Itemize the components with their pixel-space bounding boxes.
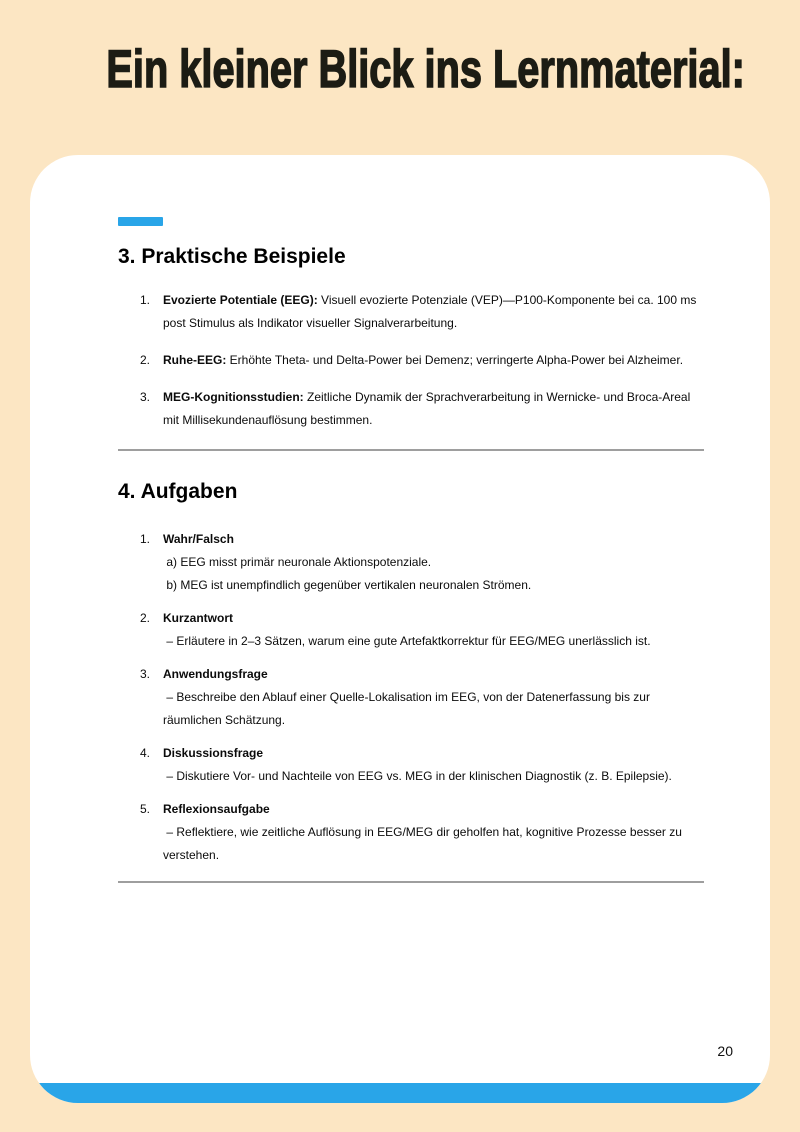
list-item [118, 349, 704, 372]
section-heading: 4. Aufgaben [118, 480, 238, 503]
list-item-number: 2. [140, 611, 151, 625]
list-item-number: 3. [140, 390, 151, 404]
section-aufgaben [118, 479, 704, 867]
list-item [118, 798, 704, 867]
section-heading: 3. Praktische Beispiele [118, 245, 346, 268]
list-item-body: Ruhe-EEG: Erhöhte Theta- und Delta-Power bei Demenz; verringerte Alpha-Power bei Alzheimer. [163, 353, 684, 367]
document-card-content [30, 155, 770, 883]
list-item [118, 528, 704, 597]
section-divider [118, 881, 704, 883]
section-praktische-beispiele [118, 244, 704, 432]
list-item-line: – Diskutiere Vor- und Nachteile von EEG vs. MEG in der klinischen Diagnostik (z. B. Epilepsie). [163, 769, 672, 783]
list-item-label: Diskussionsfrage [163, 746, 264, 760]
list-item [118, 386, 704, 432]
list-item-number: 4. [140, 746, 151, 760]
list-item [118, 289, 704, 335]
list-item-body [163, 798, 704, 867]
list-item-line: a) EEG misst primär neuronale Aktionspotenziale. [163, 555, 432, 569]
list-item [118, 663, 704, 732]
list-item-body [163, 528, 704, 597]
list-item-number: 1. [140, 293, 151, 307]
page-title-text: Ein kleiner Blick ins Lernmaterial: [106, 40, 745, 99]
list-item-body [163, 663, 704, 732]
numbered-list [118, 289, 704, 432]
list-item-label: Reflexionsaufgabe [163, 802, 270, 816]
list-item-number: 1. [140, 532, 151, 546]
numbered-list [118, 528, 704, 867]
list-item [118, 607, 704, 653]
list-item-line: – Beschreibe den Ablauf einer Quelle-Lokalisation im EEG, von der Datenerfassung bis zur räumlichen Schätzung. [163, 690, 654, 727]
list-item-label: Anwendungsfrage [163, 667, 268, 681]
list-item-body: MEG-Kognitionsstudien: Zeitliche Dynamik der Sprachverarbeitung in Wernicke- und Broca-Areal mit Millisekundenauflösung bestimmen. [163, 390, 694, 427]
list-item-label: Evozierte Potentiale (EEG): [163, 293, 318, 307]
page-number: 20 [717, 1043, 733, 1059]
list-item-number: 3. [140, 667, 151, 681]
list-item-label: Ruhe-EEG: [163, 353, 227, 367]
list-item-number: 2. [140, 353, 151, 367]
list-item [118, 742, 704, 788]
list-item-line: b) MEG ist unempfindlich gegenüber vertikalen neuronalen Strömen. [163, 578, 532, 592]
list-item-body [163, 742, 704, 788]
list-item-body: Evozierte Potentiale (EEG): Visuell evozierte Potenziale (VEP)—P100-Komponente bei ca. 100 ms post Stimulus als Indikator visueller Signalverarbeitung. [163, 293, 700, 330]
list-item-label: Kurzantwort [163, 611, 233, 625]
accent-dash [118, 217, 163, 226]
page-title [0, 38, 800, 102]
list-item-label: Wahr/Falsch [163, 532, 234, 546]
footer-accent-bar [30, 1083, 770, 1103]
list-item-line: – Erläutere in 2–3 Sätzen, warum eine gute Artefaktkorrektur für EEG/MEG unerlässlich ist. [163, 634, 651, 648]
list-item-body [163, 607, 704, 653]
section-divider [118, 449, 704, 451]
list-item-line: – Reflektiere, wie zeitliche Auflösung in EEG/MEG dir geholfen hat, kognitive Prozesse besser zu verstehen. [163, 825, 686, 862]
list-item-number: 5. [140, 802, 151, 816]
document-card [30, 155, 770, 1103]
list-item-label: MEG-Kognitionsstudien: [163, 390, 304, 404]
